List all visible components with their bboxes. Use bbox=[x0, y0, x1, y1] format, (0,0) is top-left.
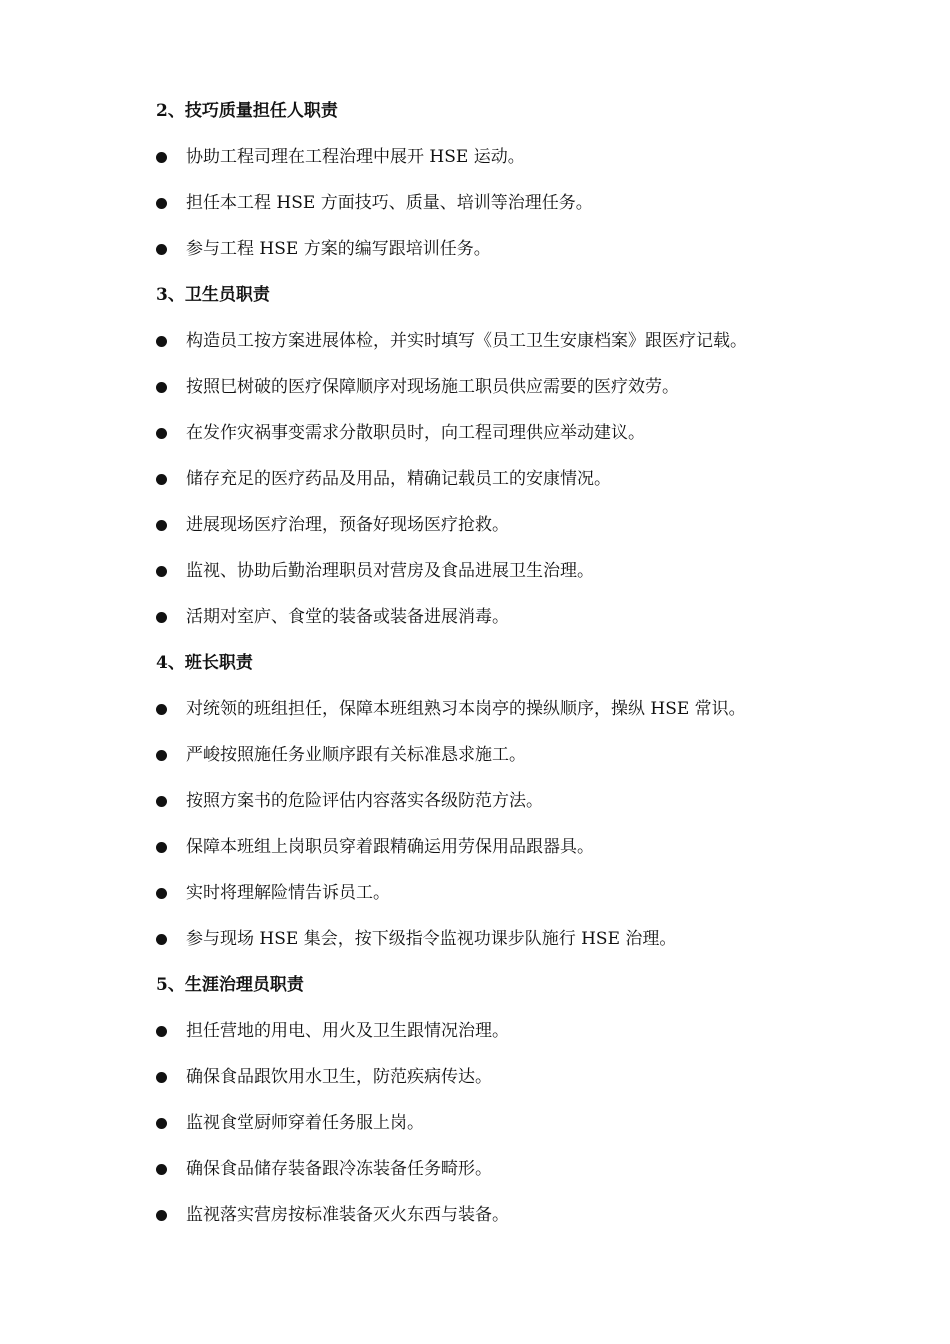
section-heading: 5、生涯治理员职责 bbox=[156, 975, 304, 995]
list-item-text: 活期对室庐、食堂的装备或装备进展消毒。 bbox=[186, 607, 509, 627]
bullet-icon bbox=[156, 372, 186, 402]
bullet-icon bbox=[156, 1108, 186, 1138]
list-item bbox=[156, 556, 856, 602]
list-item bbox=[156, 142, 856, 188]
list-item bbox=[156, 464, 856, 510]
list-item-text: 参与现场 HSE 集会，按下级指令监视功课步队施行 HSE 治理。 bbox=[186, 929, 677, 949]
list-item bbox=[156, 1016, 856, 1062]
list-item-text: 严峻按照施任务业顺序跟有关标准恳求施工。 bbox=[186, 745, 526, 765]
bullet-icon bbox=[156, 740, 186, 770]
list-item bbox=[156, 326, 856, 372]
bullet-icon bbox=[156, 694, 186, 724]
list-item-text: 按照巳树破的医疗保障顺序对现场施工职员供应需要的医疗效劳。 bbox=[186, 377, 679, 397]
list-item-text: 实时将理解险情告诉员工。 bbox=[186, 883, 390, 903]
list-item-text: 协助工程司理在工程治理中展开 HSE 运动。 bbox=[186, 147, 525, 167]
list-item bbox=[156, 740, 856, 786]
bullet-icon bbox=[156, 602, 186, 632]
bullet-icon bbox=[156, 326, 186, 356]
bullet-icon bbox=[156, 142, 186, 172]
bullet-icon bbox=[156, 1062, 186, 1092]
list-item-text: 确保食品跟饮用水卫生，防范疾病传达。 bbox=[186, 1067, 492, 1087]
section-heading: 4、班长职责 bbox=[156, 653, 253, 673]
list-item-text: 参与工程 HSE 方案的编写跟培训任务。 bbox=[186, 239, 491, 259]
list-item-text: 监视、协助后勤治理职员对营房及食品进展卫生治理。 bbox=[186, 561, 594, 581]
list-item-text: 进展现场医疗治理，预备好现场医疗抢救。 bbox=[186, 515, 509, 535]
list-item bbox=[156, 786, 856, 832]
bullet-icon bbox=[156, 786, 186, 816]
document-content bbox=[156, 96, 856, 1246]
list-item bbox=[156, 694, 856, 740]
bullet-icon bbox=[156, 832, 186, 862]
list-item-text: 储存充足的医疗药品及用品，精确记载员工的安康情况。 bbox=[186, 469, 611, 489]
list-item-text: 对统领的班组担任，保障本班组熟习本岗亭的操纵顺序，操纵 HSE 常识。 bbox=[186, 699, 746, 719]
list-item bbox=[156, 418, 856, 464]
bullet-icon bbox=[156, 1016, 186, 1046]
list-item-text: 确保食品储存装备跟冷冻装备任务畸形。 bbox=[186, 1159, 492, 1179]
list-item bbox=[156, 510, 856, 556]
list-item-text: 按照方案书的危险评估内容落实各级防范方法。 bbox=[186, 791, 543, 811]
section-heading: 2、技巧质量担任人职责 bbox=[156, 101, 338, 121]
list-item-text: 保障本班组上岗职员穿着跟精确运用劳保用品跟器具。 bbox=[186, 837, 594, 857]
list-item bbox=[156, 832, 856, 878]
bullet-icon bbox=[156, 556, 186, 586]
list-item-text: 构造员工按方案进展体检，并实时填写《员工卫生安康档案》跟医疗记载。 bbox=[186, 331, 747, 351]
list-item bbox=[156, 1062, 856, 1108]
list-item bbox=[156, 878, 856, 924]
list-item-text: 监视食堂厨师穿着任务服上岗。 bbox=[186, 1113, 424, 1133]
list-item bbox=[156, 1200, 856, 1246]
bullet-icon bbox=[156, 510, 186, 540]
bullet-icon bbox=[156, 1154, 186, 1184]
list-item-text: 担任营地的用电、用火及卫生跟情况治理。 bbox=[186, 1021, 509, 1041]
bullet-icon bbox=[156, 188, 186, 218]
bullet-icon bbox=[156, 234, 186, 264]
list-item bbox=[156, 924, 856, 970]
bullet-icon bbox=[156, 924, 186, 954]
bullet-icon bbox=[156, 464, 186, 494]
bullet-icon bbox=[156, 1200, 186, 1230]
list-item bbox=[156, 234, 856, 280]
list-item bbox=[156, 1108, 856, 1154]
bullet-icon bbox=[156, 418, 186, 448]
list-item-text: 在发作灾祸事变需求分散职员时，向工程司理供应举动建议。 bbox=[186, 423, 645, 443]
section-heading: 3、卫生员职责 bbox=[156, 285, 270, 305]
list-item-text: 监视落实营房按标准装备灭火东西与装备。 bbox=[186, 1205, 509, 1225]
list-item-text: 担任本工程 HSE 方面技巧、质量、培训等治理任务。 bbox=[186, 193, 593, 213]
list-item bbox=[156, 188, 856, 234]
list-item bbox=[156, 372, 856, 418]
list-item bbox=[156, 602, 856, 648]
bullet-icon bbox=[156, 878, 186, 908]
list-item bbox=[156, 1154, 856, 1200]
